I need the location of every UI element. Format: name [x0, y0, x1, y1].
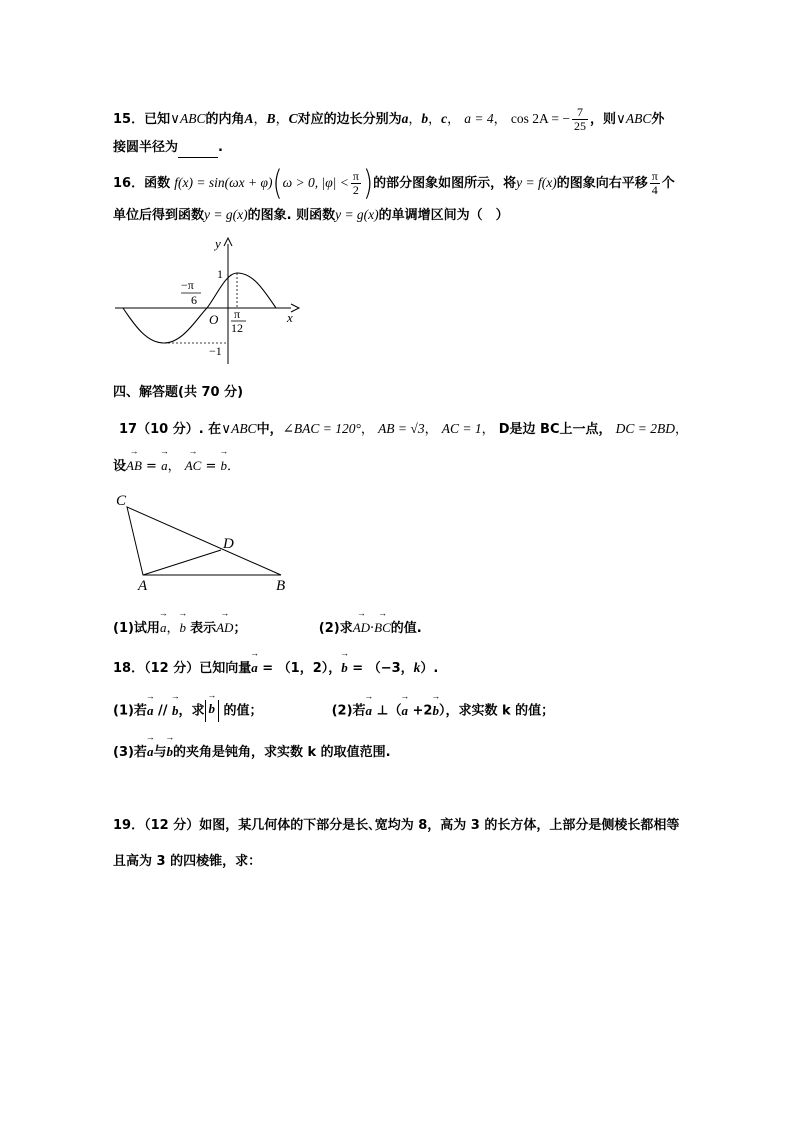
- frac-num: π: [651, 169, 658, 183]
- sine-graph: [113, 234, 303, 370]
- vector-a: → a: [401, 701, 408, 721]
- q16-fraction-pi4: [650, 170, 660, 197]
- q16-text: 个: [661, 176, 675, 191]
- q16-line1: [113, 164, 675, 203]
- vector-ab: → AB: [126, 456, 142, 476]
- q18-number: 18．（12 分）已知向量: [113, 661, 252, 676]
- q15-text: 的内角: [205, 112, 245, 127]
- section4-title: 四、解答题(共 70 分): [113, 385, 244, 400]
- q15-sep: ，: [428, 112, 442, 127]
- q15-text: 对应的边长分别为: [297, 112, 402, 127]
- vector-a: → a: [147, 742, 154, 762]
- q16-fraction-pi2: [351, 170, 361, 197]
- q15-sep: ，: [408, 112, 422, 127]
- q17-ab: AB = √3: [378, 421, 425, 436]
- vector-a: → a: [161, 456, 168, 476]
- q16-text: 单位后得到函数: [113, 208, 205, 223]
- plus-two: +2: [407, 703, 433, 719]
- q18-line2: [113, 700, 554, 722]
- q15-text: 接圆半径为: [113, 140, 179, 155]
- vector-b: → b: [166, 742, 173, 762]
- q15-text: ，则: [589, 112, 616, 127]
- origin-label: O: [209, 312, 219, 327]
- q17-part1: (1)试用: [113, 621, 160, 636]
- vector-ad: → AD: [353, 618, 370, 638]
- vector-b: → b: [209, 700, 216, 718]
- q17-part2: (2)求: [318, 621, 353, 636]
- q18-part3: (3)若: [113, 745, 147, 760]
- q16-function: y = g(x): [335, 207, 379, 222]
- q18-part1: (1)若: [113, 703, 147, 719]
- q16-condition: ω > 0, |φ| <: [282, 175, 349, 190]
- q18-line1: [113, 658, 438, 679]
- y-max-label: 1: [217, 267, 223, 281]
- q18-coord-a: = （1，2），: [257, 661, 342, 676]
- q17-text: 的值.: [390, 621, 422, 636]
- q15-end: .: [218, 140, 223, 155]
- vector-ac: → AC: [185, 456, 202, 476]
- q18-text: 与: [153, 745, 167, 760]
- paren-open: (: [272, 164, 283, 203]
- vector-b: → b: [221, 456, 228, 476]
- q15-sep: ，: [493, 112, 507, 127]
- q17-number: 17（10 分）. 在: [119, 422, 222, 437]
- vector-b: → b: [172, 701, 179, 721]
- q15-frac-den: 25: [573, 119, 586, 133]
- frac-num: π: [352, 169, 359, 183]
- label-d: D: [223, 536, 234, 552]
- vector-a: → a: [251, 658, 258, 678]
- q15-triangle: ∨ABC: [170, 111, 206, 126]
- q18-text: 的夹角是钝角，求实数 k 的取值范围.: [172, 745, 391, 760]
- equals: =: [141, 459, 162, 474]
- dot-operator: ·: [370, 621, 375, 636]
- q18-text: 的值；: [219, 703, 263, 719]
- q17-line1: 17（10 分）. 在∨ABC中，∠BAC = 120°， AB = √3， AC = 1， D是边 BC上一点， DC = 2BD，: [119, 421, 689, 437]
- q17-dc: DC = 2BD: [615, 421, 676, 436]
- q15-sep: ，: [275, 112, 289, 127]
- q16-text: 的部分图象如图所示，将: [373, 176, 517, 191]
- q17-text: 中，: [256, 422, 283, 437]
- equals: =: [201, 459, 221, 474]
- x-left-num: −π: [181, 278, 194, 292]
- q19-line2: 且高为 3 的四棱锥，求：: [113, 854, 262, 869]
- q18-text: ），求实数 k 的值；: [438, 703, 555, 719]
- q15-var: B: [266, 111, 276, 126]
- q15-line1: [113, 106, 664, 133]
- q17-text: 设: [113, 459, 127, 474]
- q18-end: ）.: [420, 661, 439, 676]
- q15-number: 15．: [113, 112, 145, 127]
- q18-line3: [113, 742, 391, 763]
- q17-text: 表示: [190, 621, 217, 636]
- paren-close: ): [362, 164, 374, 203]
- q16-line2: [113, 205, 509, 226]
- q15-var: C: [288, 111, 298, 126]
- q18-coord-b: = （−3，: [347, 661, 414, 676]
- abs-bars: [205, 700, 220, 722]
- vector-bc: → BC: [374, 618, 391, 638]
- q15-var: a: [401, 111, 409, 126]
- q15-fraction: [572, 106, 588, 133]
- q16-function: y = g(x): [204, 207, 248, 222]
- q17-text: D是边 BC上一点，: [498, 422, 612, 437]
- q16-function: f(x) = sin(ωx + φ): [174, 175, 273, 190]
- y-axis-label: y: [215, 236, 221, 251]
- q16-text: 的图象. 则函数: [247, 208, 336, 223]
- x-right-num: π: [234, 307, 241, 321]
- label-a: A: [138, 578, 148, 594]
- q15-frac-num: 7: [572, 106, 588, 120]
- q19-line1: 19．（12 分）如图，某几何体的下部分是长､宽均为 8，高为 3 的长方体，上部分是侧棱长都相等: [113, 818, 680, 833]
- q18-part2: (2)若: [331, 703, 366, 719]
- label-c: C: [116, 493, 127, 509]
- perp-symbol: ⊥（: [372, 703, 402, 719]
- q15-cos: cos 2A = −: [510, 111, 570, 126]
- q15-var: c: [441, 111, 448, 126]
- label-b: B: [276, 578, 286, 594]
- q15-var: A: [244, 111, 254, 126]
- q16-number: 16．: [113, 176, 145, 191]
- q17-text: ；: [233, 621, 247, 636]
- q16-text: 函数: [144, 176, 171, 191]
- q15-var: b: [421, 111, 429, 126]
- q15-sep: ，: [447, 112, 461, 127]
- parallel-symbol: //: [153, 703, 172, 719]
- x-right-den: 12: [231, 321, 243, 335]
- vector-a: → a: [366, 701, 373, 721]
- vector-ad: → AD: [216, 618, 233, 638]
- q15-line2: [113, 138, 223, 158]
- q18-k: k: [413, 660, 421, 675]
- q17-angle: ∠BAC = 120°: [282, 421, 361, 436]
- q15-cond-a: a = 4: [464, 111, 494, 126]
- y-min-label: −1: [209, 344, 222, 358]
- q17-line2: 设→ AB = → a， → AC = → b．: [113, 456, 240, 477]
- x-left-den: 6: [191, 293, 197, 307]
- q17-ac: AC = 1: [441, 421, 482, 436]
- q15-text: 已知: [144, 112, 171, 127]
- q15-triangle: ∨ABC: [615, 111, 652, 126]
- q15-sep: ，: [253, 112, 267, 127]
- q17-triangle: ∨ABC: [221, 421, 257, 436]
- triangle-abc: [127, 507, 281, 575]
- q16-text: 的单调增区间为（ ）: [378, 208, 509, 223]
- q15-text: 外: [651, 112, 665, 127]
- frac-den: 2: [352, 183, 359, 197]
- vector-b: → b: [179, 618, 186, 638]
- q17-parts: (1)试用→ a，→ b 表示→ AD； (2)求→ AD·→ BC的值.: [113, 618, 422, 639]
- segment-ad: [143, 550, 221, 575]
- vector-a: → a: [147, 701, 154, 721]
- answer-blank[interactable]: [178, 143, 218, 158]
- x-axis-label: x: [287, 310, 293, 325]
- vector-b: → b: [341, 658, 348, 678]
- q16-function: y = f(x): [516, 175, 557, 190]
- q18-text: ，求: [178, 703, 205, 719]
- triangle-figure: [113, 490, 303, 598]
- vector-a: → a: [160, 618, 167, 638]
- vector-b: → b: [432, 701, 439, 721]
- q16-text: 的图象向右平移: [556, 176, 648, 191]
- frac-den: 4: [651, 183, 658, 197]
- q17-end: ．: [227, 459, 241, 474]
